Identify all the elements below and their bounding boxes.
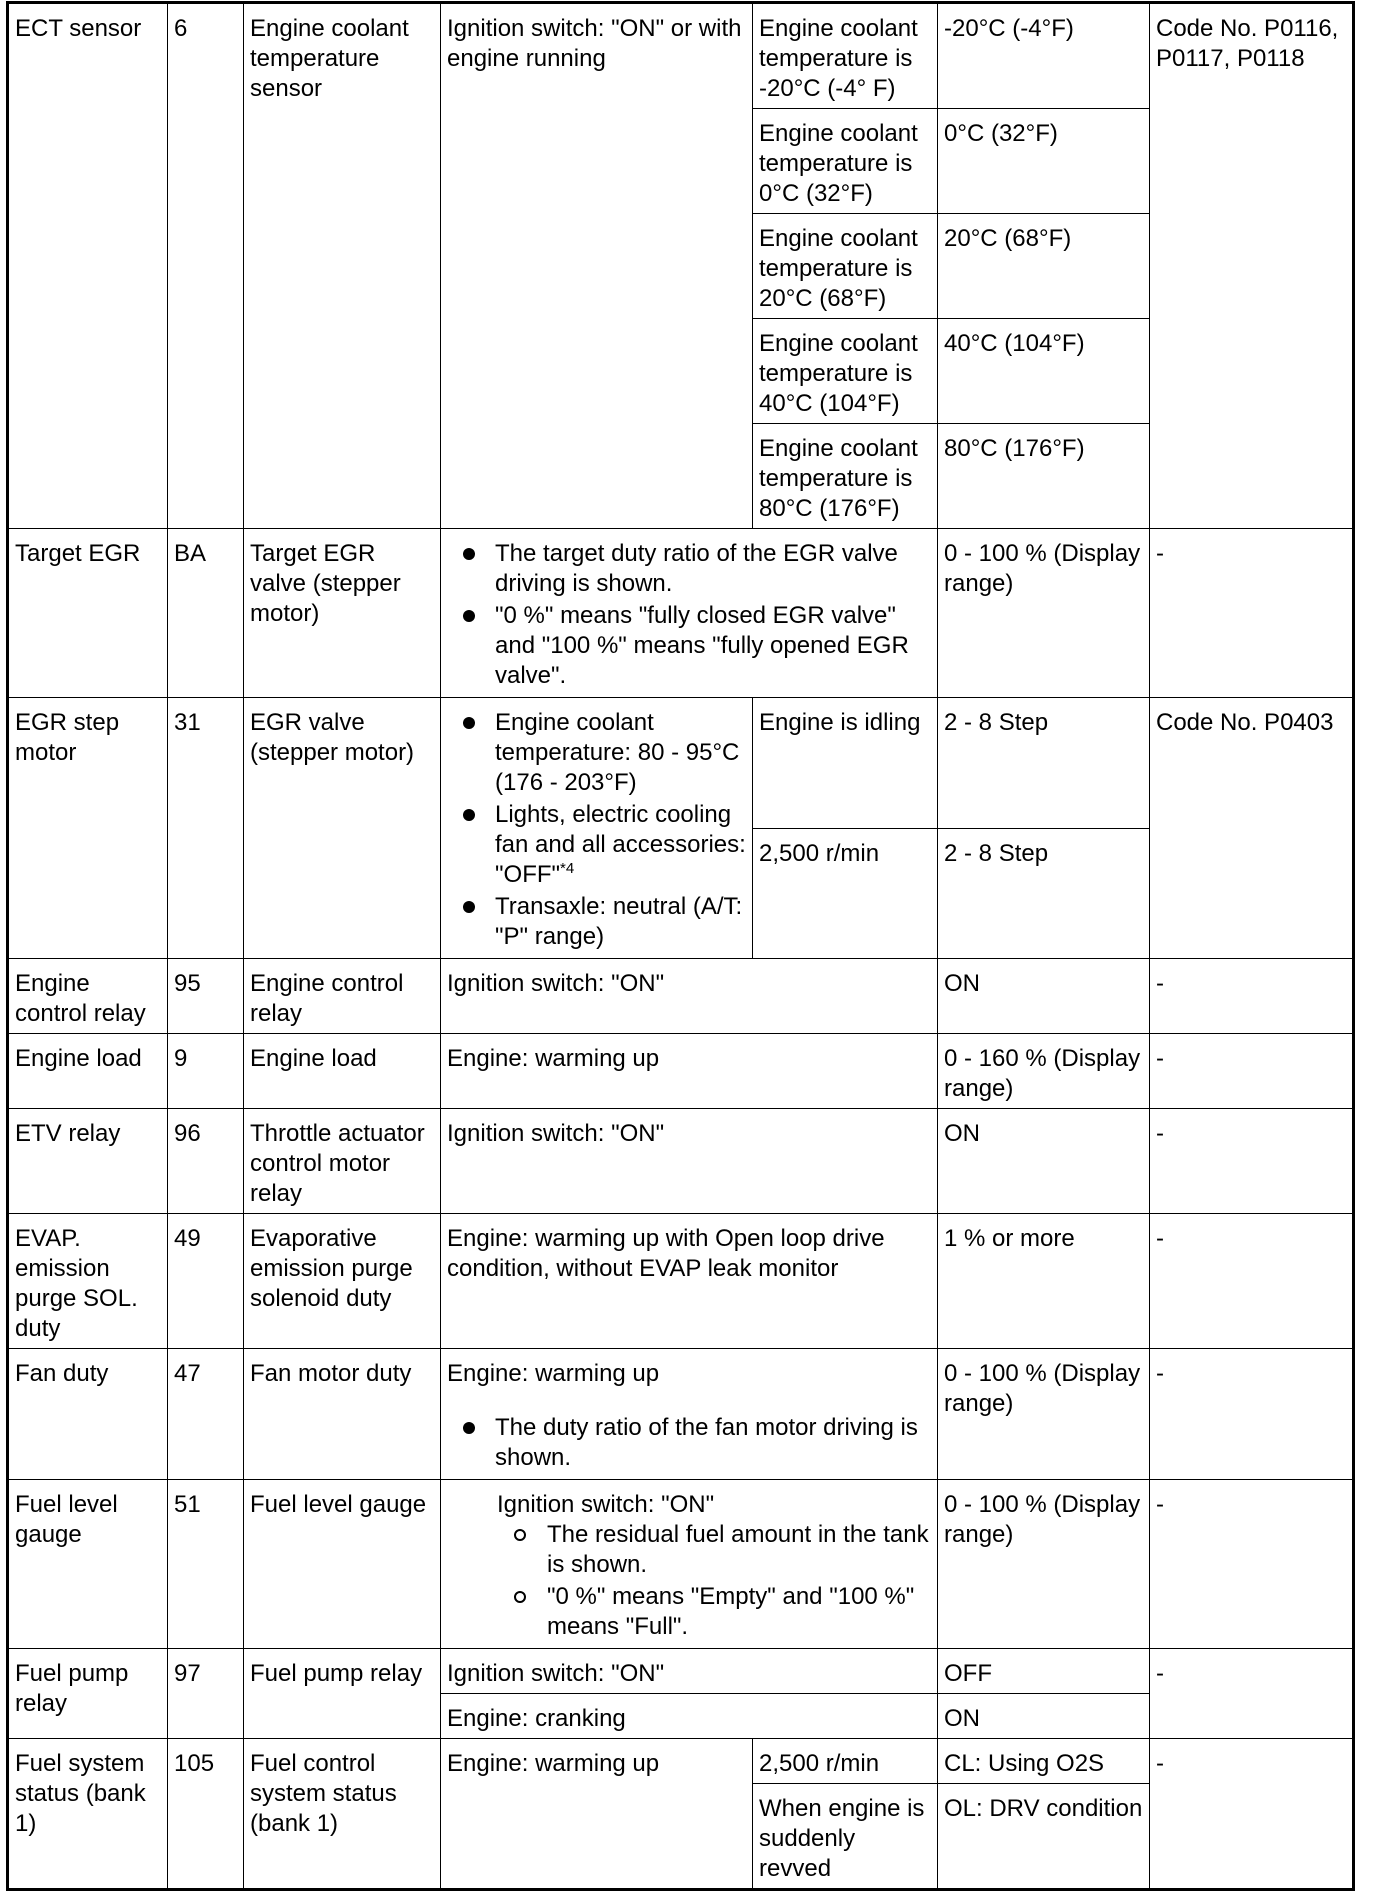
condition-text: Engine: warming up bbox=[447, 1360, 660, 1387]
table-row bbox=[8, 3, 1354, 109]
spec-cell: 2 - 8 Step bbox=[938, 828, 1150, 959]
id-cell: 96 bbox=[168, 1109, 244, 1214]
id-cell: BA bbox=[168, 529, 244, 698]
list-item: Engine coolant temperature: 80 - 95°C (176 - 203°F) bbox=[495, 708, 746, 798]
name-cell: Fan motor duty bbox=[244, 1349, 441, 1480]
list-item: The target duty ratio of the EGR valve driving is shown. bbox=[495, 539, 931, 599]
sub-condition-cell: Engine is idling bbox=[753, 698, 938, 829]
table-row bbox=[8, 1649, 1354, 1694]
reference-cell: Code No. P0403 bbox=[1150, 698, 1354, 959]
reference-cell: - bbox=[1150, 1109, 1354, 1214]
sub-condition-cell: Engine coolant temperature is -20°C (-4° F) bbox=[753, 3, 938, 109]
sub-condition-cell: 2,500 r/min bbox=[753, 1739, 938, 1784]
reference-cell: Code No. P0116, P0117, P0118 bbox=[1150, 3, 1354, 529]
spec-cell: ON bbox=[938, 1694, 1150, 1739]
spec-cell: OL: DRV condition bbox=[938, 1784, 1150, 1890]
bullet-list bbox=[447, 1520, 931, 1642]
sub-condition-cell: Engine coolant temperature is 40°C (104°F) bbox=[753, 319, 938, 424]
spec-cell: 2 - 8 Step bbox=[938, 698, 1150, 829]
id-cell: 49 bbox=[168, 1214, 244, 1349]
condition-cell: Engine: warming up with Open loop drive condition, without EVAP leak monitor bbox=[441, 1214, 938, 1349]
spec-cell: ON bbox=[938, 959, 1150, 1034]
spec-cell: 80°C (176°F) bbox=[938, 424, 1150, 529]
reference-cell: - bbox=[1150, 959, 1354, 1034]
list-item: The duty ratio of the fan motor driving is shown. bbox=[495, 1413, 931, 1473]
item-cell: Fuel level gauge bbox=[8, 1480, 168, 1649]
list-item: The residual fuel amount in the tank is shown. bbox=[547, 1520, 931, 1580]
spec-cell: 0 - 160 % (Display range) bbox=[938, 1034, 1150, 1109]
item-cell: Fuel pump relay bbox=[8, 1649, 168, 1739]
condition-cell: Engine: warming up bbox=[441, 1034, 938, 1109]
condition-cell: Engine: warming up bbox=[441, 1739, 753, 1890]
id-cell: 47 bbox=[168, 1349, 244, 1480]
list-item: Transaxle: neutral (A/T: "P" range) bbox=[495, 892, 746, 952]
name-cell: Target EGR valve (stepper motor) bbox=[244, 529, 441, 698]
sub-condition-cell: When engine is suddenly revved bbox=[753, 1784, 938, 1890]
item-cell: Engine control relay bbox=[8, 959, 168, 1034]
list-item: "0 %" means "Empty" and "100 %" means "Full". bbox=[547, 1582, 931, 1642]
spec-cell: -20°C (-4°F) bbox=[938, 3, 1150, 109]
bullet-list bbox=[447, 1413, 931, 1473]
list-item: "0 %" means "fully closed EGR valve" and "100 %" means "fully opened EGR valve". bbox=[495, 601, 931, 691]
condition-cell: Ignition switch: "ON" bbox=[441, 1649, 938, 1694]
spec-cell: 1 % or more bbox=[938, 1214, 1150, 1349]
reference-cell: - bbox=[1150, 529, 1354, 698]
id-cell: 9 bbox=[168, 1034, 244, 1109]
table-row bbox=[8, 959, 1354, 1034]
table-row bbox=[8, 1034, 1354, 1109]
spec-cell: 0 - 100 % (Display range) bbox=[938, 1480, 1150, 1649]
table-row bbox=[8, 1109, 1354, 1214]
condition-cell: Engine: cranking bbox=[441, 1694, 938, 1739]
table-row bbox=[8, 1349, 1354, 1480]
table-row bbox=[8, 698, 1354, 829]
item-cell: EGR step motor bbox=[8, 698, 168, 959]
spec-cell: 40°C (104°F) bbox=[938, 319, 1150, 424]
id-cell: 95 bbox=[168, 959, 244, 1034]
condition-text: Ignition switch: "ON" bbox=[497, 1491, 715, 1518]
reference-cell: - bbox=[1150, 1034, 1354, 1109]
name-cell: Engine load bbox=[244, 1034, 441, 1109]
sub-condition-cell: Engine coolant temperature is 0°C (32°F) bbox=[753, 109, 938, 214]
name-cell: EGR valve (stepper motor) bbox=[244, 698, 441, 959]
list-item bbox=[495, 800, 746, 890]
item-cell: EVAP. emission purge SOL. duty bbox=[8, 1214, 168, 1349]
condition-cell bbox=[441, 529, 938, 698]
spec-cell: 20°C (68°F) bbox=[938, 214, 1150, 319]
item-cell: Engine load bbox=[8, 1034, 168, 1109]
sub-condition-cell: Engine coolant temperature is 20°C (68°F) bbox=[753, 214, 938, 319]
bullet-list bbox=[447, 539, 931, 691]
item-cell: Fan duty bbox=[8, 1349, 168, 1480]
id-cell: 31 bbox=[168, 698, 244, 959]
name-cell: Evaporative emission purge solenoid duty bbox=[244, 1214, 441, 1349]
item-cell: Target EGR bbox=[8, 529, 168, 698]
table-row bbox=[8, 1739, 1354, 1784]
list-item-text: Lights, electric cooling fan and all accessories: "OFF" bbox=[495, 801, 746, 888]
reference-cell: - bbox=[1150, 1739, 1354, 1890]
name-cell: Fuel control system status (bank 1) bbox=[244, 1739, 441, 1890]
reference-cell: - bbox=[1150, 1480, 1354, 1649]
footnote-mark: *4 bbox=[560, 860, 575, 877]
condition-cell bbox=[441, 698, 753, 959]
item-cell: Fuel system status (bank 1) bbox=[8, 1739, 168, 1890]
condition-cell: Ignition switch: "ON" bbox=[441, 959, 938, 1034]
id-cell: 105 bbox=[168, 1739, 244, 1890]
condition-cell: Ignition switch: "ON" bbox=[441, 1109, 938, 1214]
name-cell: Engine coolant temperature sensor bbox=[244, 3, 441, 529]
spec-cell: 0 - 100 % (Display range) bbox=[938, 1349, 1150, 1480]
spec-cell: ON bbox=[938, 1109, 1150, 1214]
name-cell: Fuel level gauge bbox=[244, 1480, 441, 1649]
item-cell: ETV relay bbox=[8, 1109, 168, 1214]
id-cell: 97 bbox=[168, 1649, 244, 1739]
id-cell: 51 bbox=[168, 1480, 244, 1649]
name-cell: Fuel pump relay bbox=[244, 1649, 441, 1739]
condition-cell bbox=[441, 1349, 938, 1480]
condition-cell bbox=[441, 1480, 938, 1649]
id-cell: 6 bbox=[168, 3, 244, 529]
sub-condition-cell: Engine coolant temperature is 80°C (176°F) bbox=[753, 424, 938, 529]
bullet-list bbox=[447, 708, 746, 952]
sub-condition-cell: 2,500 r/min bbox=[753, 828, 938, 959]
reference-cell: - bbox=[1150, 1649, 1354, 1739]
table-row bbox=[8, 1214, 1354, 1349]
table-row bbox=[8, 529, 1354, 698]
spec-cell: 0°C (32°F) bbox=[938, 109, 1150, 214]
reference-cell: - bbox=[1150, 1214, 1354, 1349]
name-cell: Throttle actuator control motor relay bbox=[244, 1109, 441, 1214]
spec-cell: 0 - 100 % (Display range) bbox=[938, 529, 1150, 698]
table-row bbox=[8, 1480, 1354, 1649]
spec-cell: CL: Using O2S bbox=[938, 1739, 1150, 1784]
data-list-table bbox=[6, 1, 1355, 1891]
name-cell: Engine control relay bbox=[244, 959, 441, 1034]
condition-cell: Ignition switch: "ON" or with engine running bbox=[441, 3, 753, 529]
item-cell: ECT sensor bbox=[8, 3, 168, 529]
spec-cell: OFF bbox=[938, 1649, 1150, 1694]
reference-cell: - bbox=[1150, 1349, 1354, 1480]
